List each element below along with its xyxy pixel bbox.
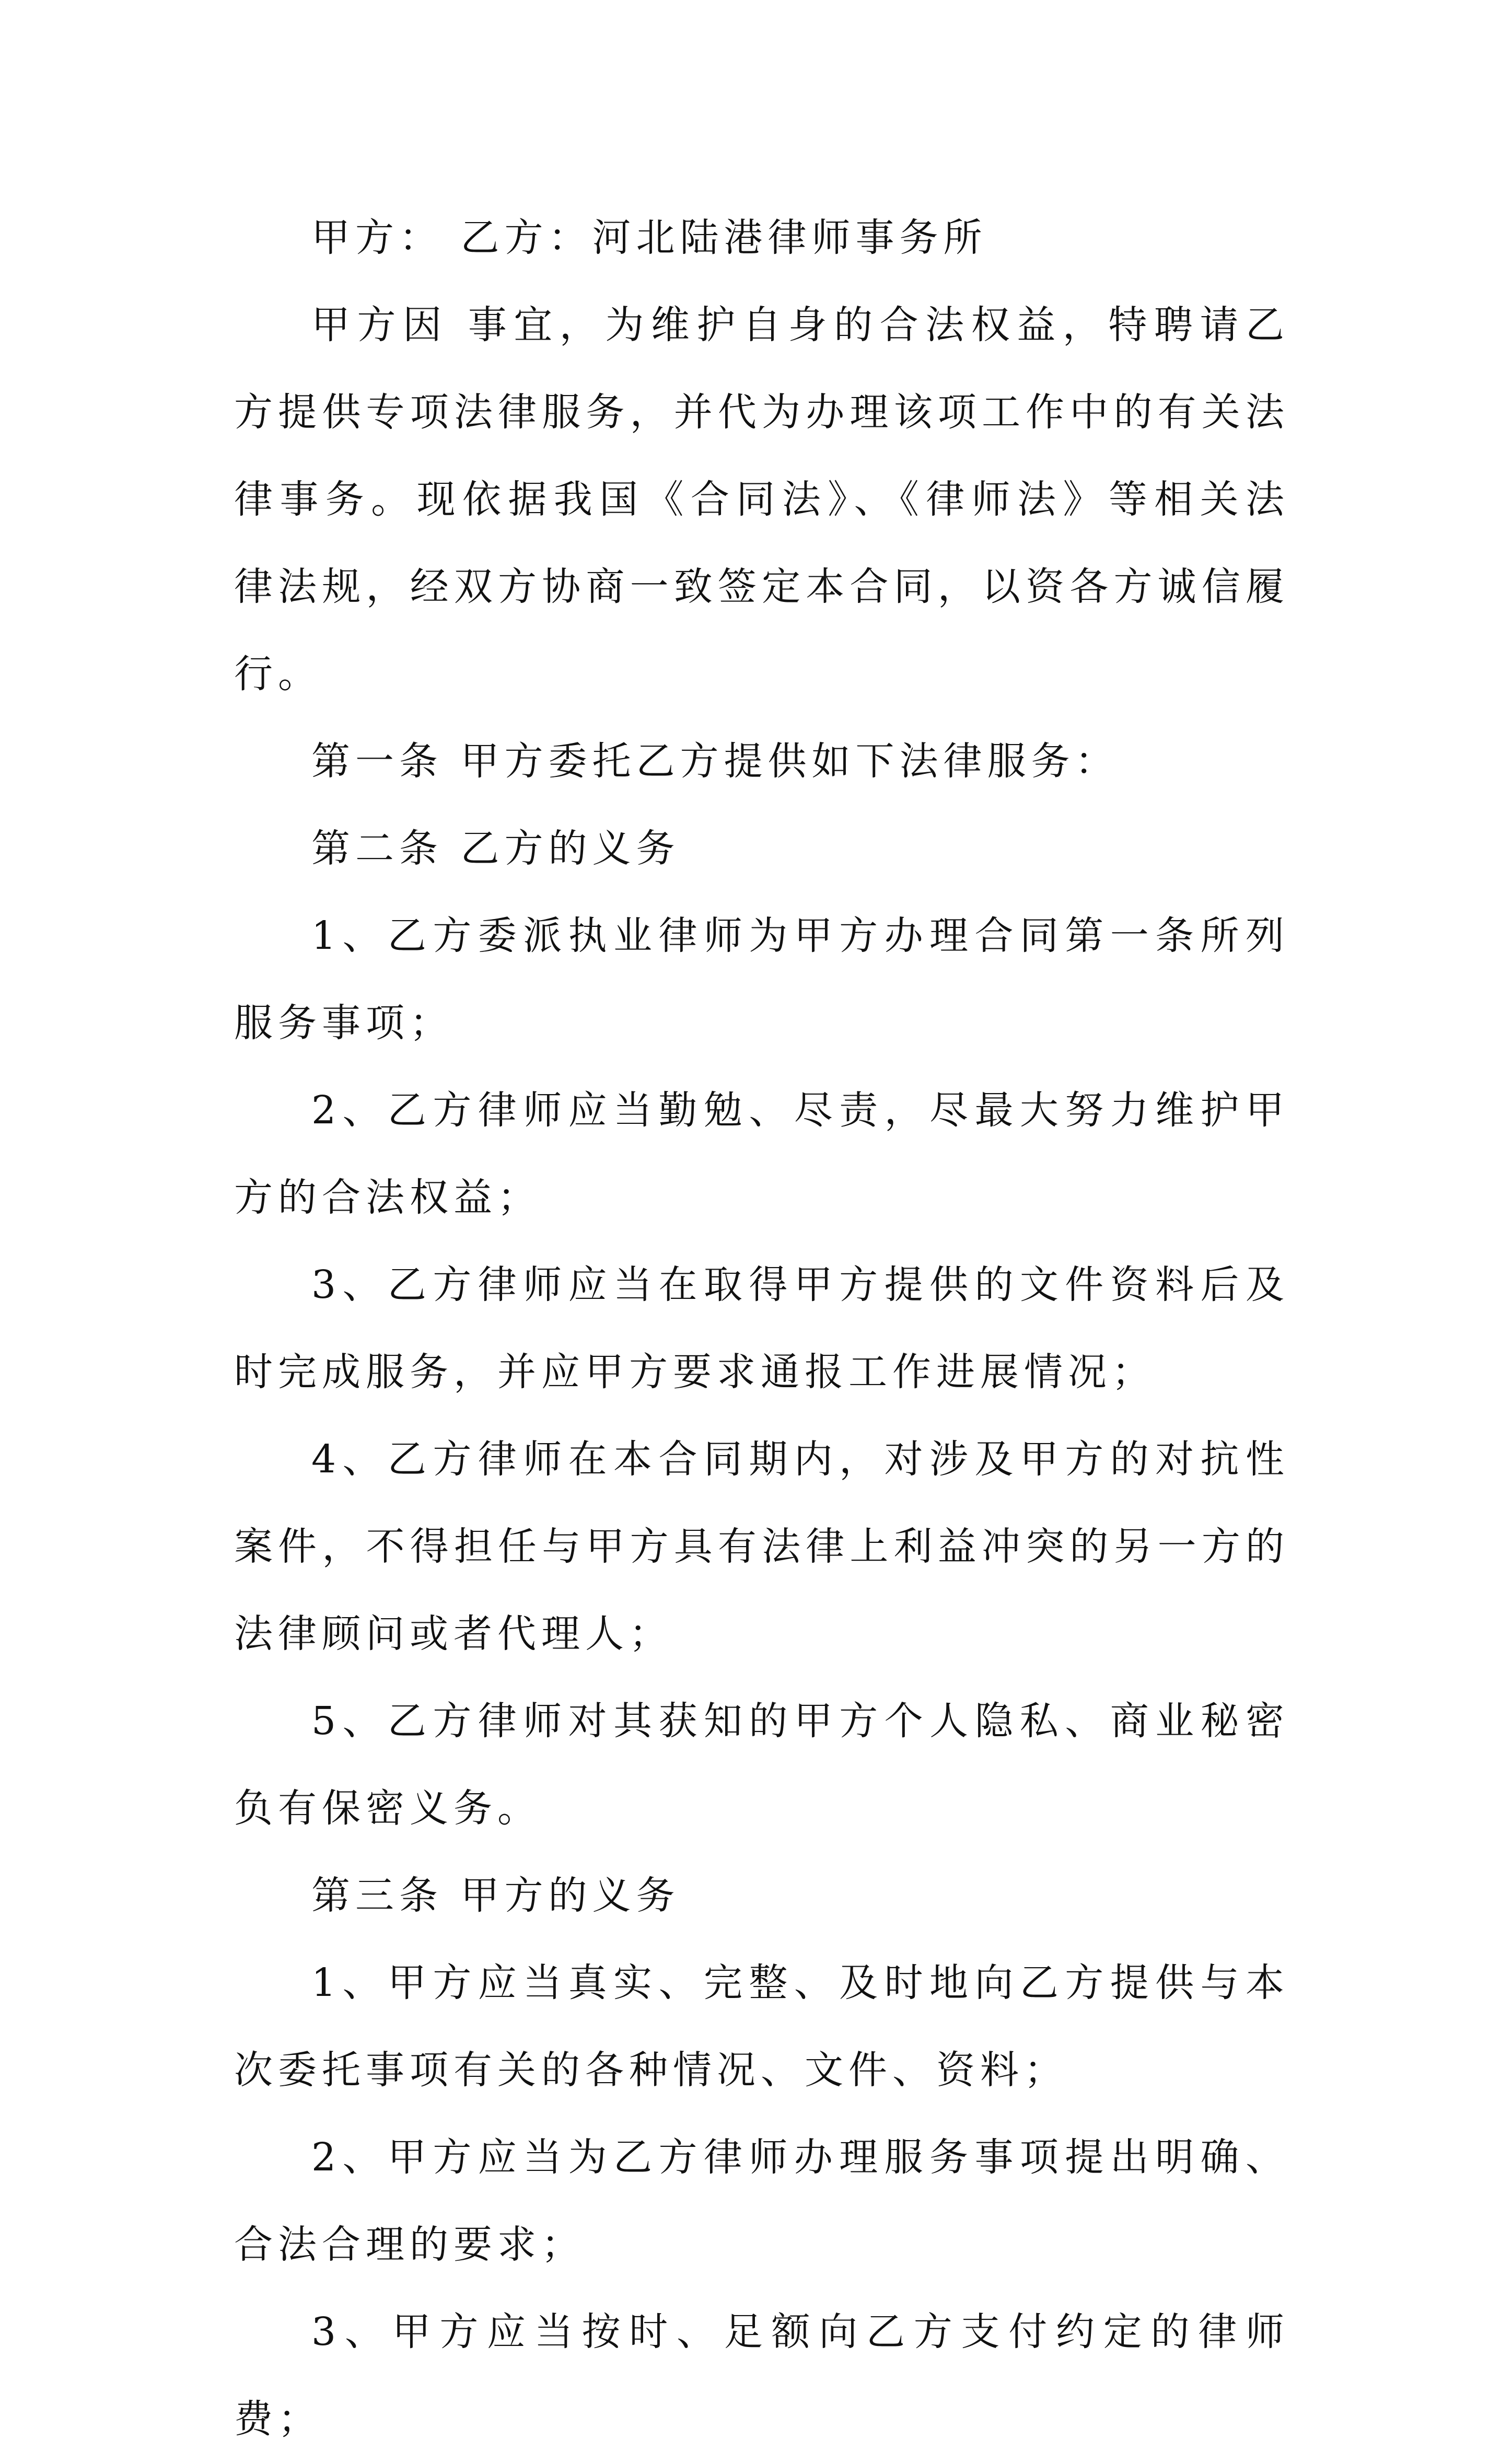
article-3-item-2: 2、甲方应当为乙方律师办理服务事项提出明确、合法合理的要求； xyxy=(234,2135,1289,2267)
article-3-item-1: 1、甲方应当真实、完整、及时地向乙方提供与本次委托事项有关的各种情况、文件、资料； xyxy=(234,1960,1289,2093)
article-2-heading: 第二条 乙方的义务 xyxy=(311,826,680,871)
article-3-item-3: 3、甲方应当按时、足额向乙方支付约定的律师费； xyxy=(234,2309,1289,2442)
article-2-item-5: 5、乙方律师对其获知的甲方个人隐私、商业秘密负有保密义务。 xyxy=(234,1699,1289,1831)
article-2-item-3: 3、乙方律师应当在取得甲方提供的文件资料后及时完成服务，并应甲方要求通报工作进展情况； xyxy=(234,1262,1289,1395)
article-2-item-4: 4、乙方律师在本合同期内，对涉及甲方的对抗性案件，不得担任与甲方具有法律上利益冲突的另一方的法律顾问或者代理人； xyxy=(234,1437,1289,1656)
article-3-heading: 第三条 甲方的义务 xyxy=(311,1873,680,1918)
contract-body xyxy=(234,194,1289,2463)
article-2-item-2: 2、乙方律师应当勤勉、尽责，尽最大努力维护甲方的合法权益； xyxy=(234,1088,1289,1220)
article-1-heading: 第一条 甲方委托乙方提供如下法律服务： xyxy=(311,739,1119,784)
party-line: 甲方： 乙方：河北陆港律师事务所 xyxy=(311,215,987,260)
article-2-item-1: 1、乙方委派执业律师为甲方办理合同第一条所列服务事项； xyxy=(234,913,1289,1045)
preamble-paragraph: 甲方因 事宜，为维护自身的合法权益，特聘请乙方提供专项法律服务，并代为办理该项工作中的有关法律事务。现依据我国《合同法》、《律师法》等相关法律法规，经双方协商一致签定本合同，以资各方诚信履行。 xyxy=(234,303,1289,696)
